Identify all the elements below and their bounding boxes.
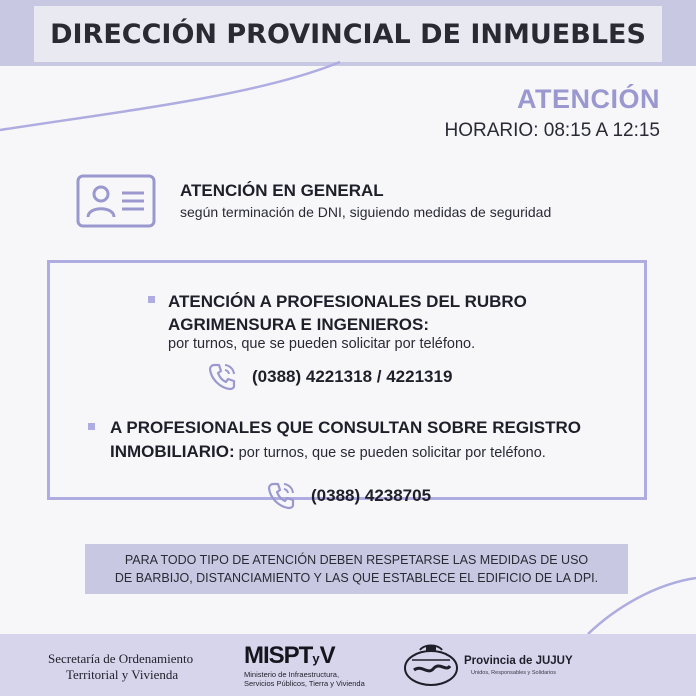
registry-subtitle: por turnos, que se pueden solicitar por teléfono. [234, 445, 546, 461]
page-title: DIRECCIÓN PROVINCIAL DE INMUEBLES [50, 18, 646, 50]
secretaria-line1: Secretaría de Ordenamiento [48, 651, 194, 666]
bullet-icon [148, 296, 155, 303]
general-attention-subtitle: según terminación de DNI, siguiendo medidas de seguridad [180, 204, 552, 220]
misptyv-logo [244, 642, 335, 670]
registry-title-line2 [110, 442, 546, 462]
ministry-subtitle-line1: Ministerio de Infraestructura, [244, 670, 340, 679]
secretaria-line2: Territorial y Vivienda [66, 667, 179, 682]
hours-text: HORARIO: 08:15 A 12:15 [444, 120, 660, 141]
jujuy-emblem-icon [402, 642, 460, 688]
general-attention-title: ATENCIÓN EN GENERAL [180, 181, 384, 200]
ministry-subtitle-line2: Servicios Públicos, Tierra y Vivienda [244, 679, 365, 688]
professionals-title [168, 290, 527, 336]
id-card-icon [76, 174, 156, 228]
province-slogan: Unidos, Responsables y Solidarios [471, 670, 556, 676]
attention-heading: ATENCIÓN [517, 84, 660, 114]
professionals-phone-number: (0388) 4221318 / 4221319 [252, 367, 453, 386]
registry-title-line1: A PROFESIONALES QUE CONSULTAN SOBRE REGISTRO [110, 418, 581, 437]
mis-logo-end: V [319, 642, 335, 669]
notice-line1: PARA TODO TIPO DE ATENCIÓN DEBEN RESPETARSE LAS MEDIDAS DE USO [124, 553, 589, 567]
phone-icon [208, 361, 238, 391]
notice-line2: DE BARBIJO, DISTANCIAMIENTO Y LAS QUE ESTABLECE EL EDIFICIO DE LA DPI. [114, 571, 599, 585]
mis-logo-main: MISPT [244, 642, 313, 669]
professionals-subtitle: por turnos, que se pueden solicitar por teléfono. [168, 336, 476, 352]
bullet-icon [88, 423, 95, 430]
phone-icon [267, 480, 297, 510]
professionals-title-line2: AGRIMENSURA E INGENIEROS: [168, 315, 430, 334]
professionals-title-line1: ATENCIÓN A PROFESIONALES DEL RUBRO [168, 292, 527, 311]
mis-logo-small: y [312, 651, 320, 666]
header-title-bar [34, 6, 662, 62]
notice-box [85, 544, 628, 594]
province-name: Provincia de JUJUY [464, 655, 573, 667]
registry-phone-number: (0388) 4238705 [311, 486, 432, 505]
registry-title-bold: INMOBILIARIO: [110, 442, 235, 461]
